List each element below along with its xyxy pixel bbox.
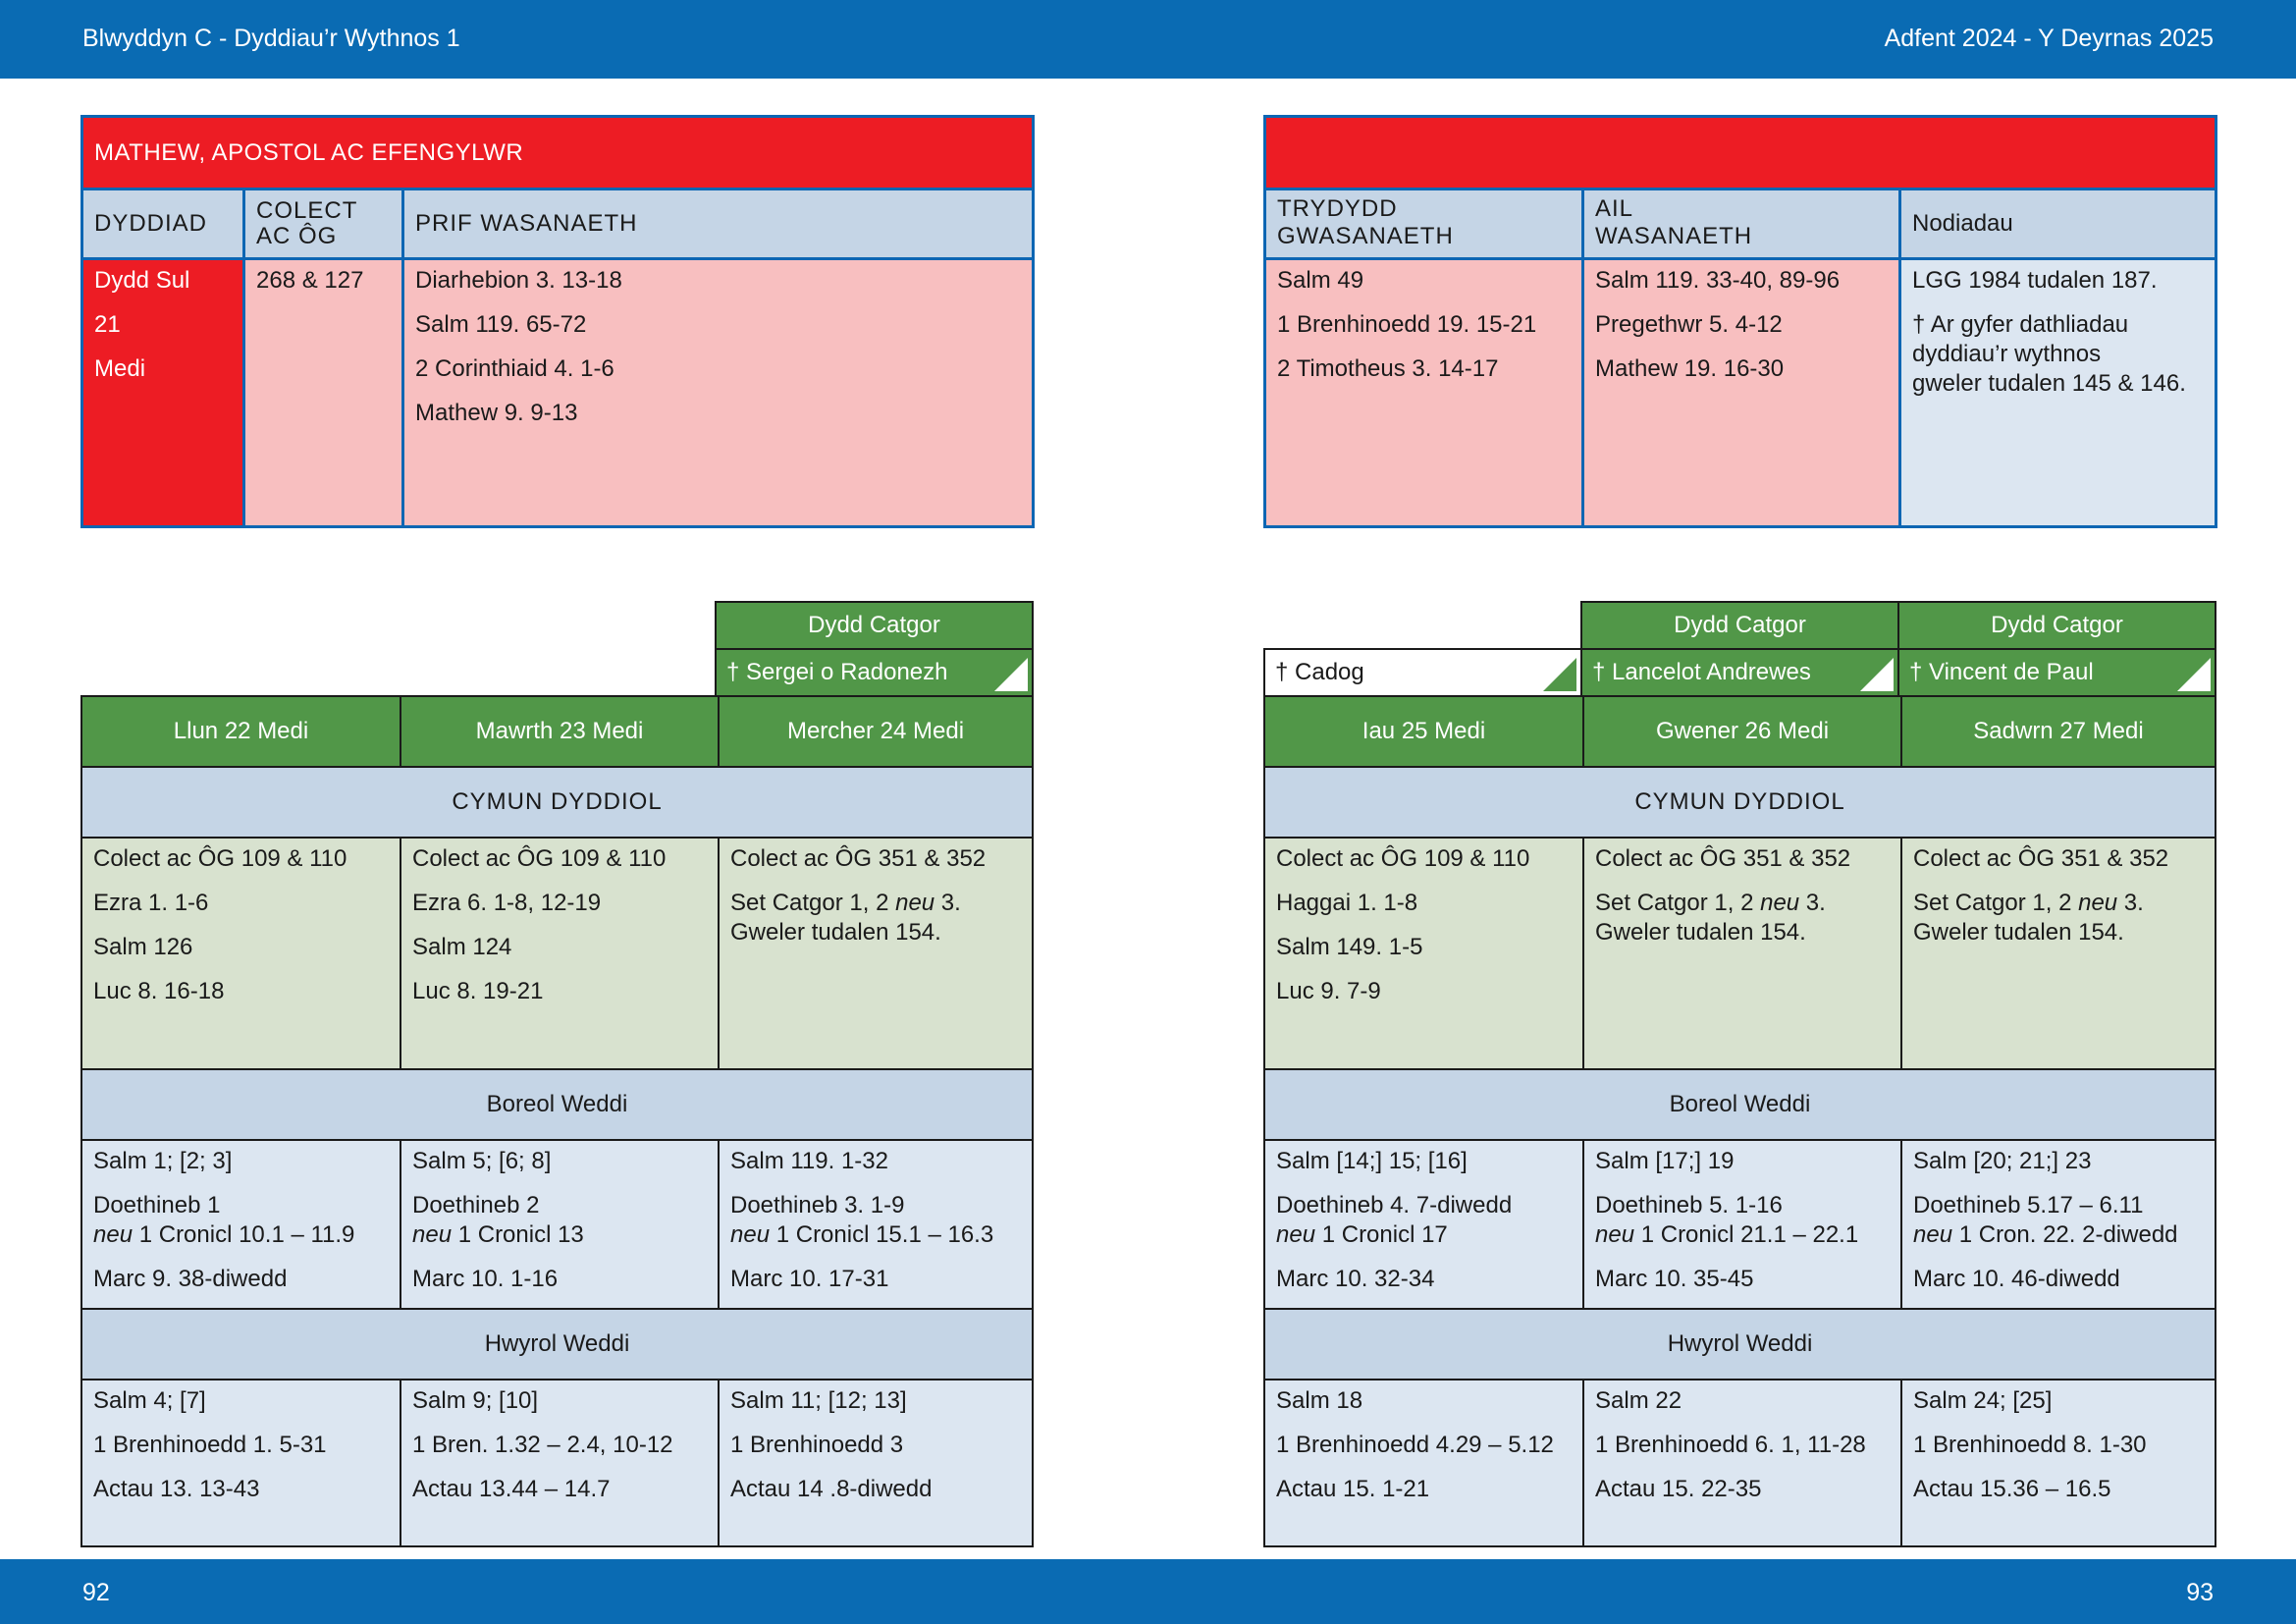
- saint-cadog: † Cadog: [1263, 648, 1582, 697]
- running-header-left: Blwyddyn C - Dyddiau’r Wythnos 1: [82, 25, 460, 52]
- feast-other-services-table: [1263, 115, 2217, 528]
- section-cymun: CYMUN DYDDIOL: [82, 768, 1032, 837]
- hwyrol-mon: Salm 4; [7] 1 Brenhinoedd 1. 5-31 Actau 13. 13-43: [82, 1380, 400, 1545]
- collect-cell: 268 & 127: [245, 260, 401, 525]
- principal-header: PRIF WASANAETH: [404, 190, 1032, 257]
- saint-vincent: † Vincent de Paul: [1897, 648, 2216, 697]
- section-hwyrol: Hwyrol Weddi: [1265, 1310, 2215, 1379]
- second-service-header: AIL WASANAETH: [1584, 190, 1898, 257]
- collect-header: COLECT AC ÔG: [245, 190, 401, 257]
- cymun-tue: Colect ac ÔG 109 & 110 Ezra 6. 1-8, 12-19 Salm 124 Luc 8. 19-21: [401, 839, 718, 1068]
- second-service-readings: Salm 119. 33-40, 89-96 Pregethwr 5. 4-12 Mathew 19. 16-30: [1584, 260, 1898, 525]
- saint-sergei: † Sergei o Radonezh: [715, 648, 1034, 697]
- section-boreol: Boreol Weddi: [82, 1070, 1032, 1139]
- boreol-tue: Salm 5; [6; 8] Doethineb 2 neu 1 Cronicl 13 Marc 10. 1-16: [401, 1141, 718, 1308]
- date-header: DYDDIAD: [83, 190, 242, 257]
- page-number-left: 92: [82, 1579, 110, 1606]
- corner-triangle-icon: [2177, 658, 2211, 691]
- bottom-bar: [0, 1559, 2296, 1624]
- hwyrol-sat: Salm 24; [25] 1 Brenhinoedd 8. 1-30 Actau 15.36 – 16.5: [1902, 1380, 2215, 1545]
- page-number-right: 93: [2186, 1579, 2214, 1606]
- corner-triangle-icon: [1543, 658, 1576, 691]
- cymun-fri: Colect ac ÔG 351 & 352 Set Catgor 1, 2 neu 3. Gweler tudalen 154.: [1584, 839, 1900, 1068]
- boreol-fri: Salm [17;] 19 Doethineb 5. 1-16 neu 1 Cronicl 21.1 – 22.1 Marc 10. 35-45: [1584, 1141, 1900, 1308]
- feast-title-bar-right: [1266, 118, 2215, 188]
- hwyrol-wed: Salm 11; [12; 13] 1 Brenhinoedd 3 Actau 14 .8-diwedd: [720, 1380, 1032, 1545]
- boreol-thu: Salm [14;] 15; [16] Doethineb 4. 7-diwedd neu 1 Cronicl 17 Marc 10. 32-34: [1265, 1141, 1582, 1308]
- catgor-day-label-sat: Dydd Catgor: [1897, 601, 2216, 650]
- saint-lancelot: † Lancelot Andrewes: [1580, 648, 1899, 697]
- date-cell: Dydd Sul 21 Medi: [83, 260, 242, 525]
- top-bar: [0, 0, 2296, 79]
- hwyrol-tue: Salm 9; [10] 1 Bren. 1.32 – 2.4, 10-12 Actau 13.44 – 14.7: [401, 1380, 718, 1545]
- cymun-thu: Colect ac ÔG 109 & 110 Haggai 1. 1-8 Salm 149. 1-5 Luc 9. 7-9: [1265, 839, 1582, 1068]
- notes-header: Nodiadau: [1901, 190, 2215, 257]
- hwyrol-fri: Salm 22 1 Brenhinoedd 6. 1, 11-28 Actau 15. 22-35: [1584, 1380, 1900, 1545]
- section-cymun: CYMUN DYDDIOL: [1265, 768, 2215, 837]
- day-header-thu: Iau 25 Medi: [1265, 697, 1582, 766]
- day-header-tue: Mawrth 23 Medi: [401, 697, 718, 766]
- day-header-sat: Sadwrn 27 Medi: [1902, 697, 2215, 766]
- third-service-readings: Salm 49 1 Brenhinoedd 19. 15-21 2 Timotheus 3. 14-17: [1266, 260, 1581, 525]
- corner-triangle-icon: [1860, 658, 1894, 691]
- cymun-mon: Colect ac ÔG 109 & 110 Ezra 1. 1-6 Salm 126 Luc 8. 16-18: [82, 839, 400, 1068]
- corner-triangle-icon: [994, 658, 1028, 691]
- notes-cell: LGG 1984 tudalen 187. † Ar gyfer dathliadau dyddiau’r wythnos gweler tudalen 145 & 146.: [1901, 260, 2215, 525]
- catgor-day-label-wed: Dydd Catgor: [715, 601, 1034, 650]
- day-header-wed: Mercher 24 Medi: [720, 697, 1032, 766]
- right-weekday-table: [1263, 695, 2216, 1547]
- feast-title-text: MATHEW, APOSTOL AC EFENGYLWR: [94, 138, 524, 166]
- third-service-header: TRYDYDD GWASANAETH: [1266, 190, 1581, 257]
- boreol-wed: Salm 119. 1-32 Doethineb 3. 1-9 neu 1 Cronicl 15.1 – 16.3 Marc 10. 17-31: [720, 1141, 1032, 1308]
- feast-title: [83, 118, 1032, 188]
- boreol-mon: Salm 1; [2; 3] Doethineb 1 neu 1 Cronicl 10.1 – 11.9 Marc 9. 38-diwedd: [82, 1141, 400, 1308]
- left-weekday-table: [80, 695, 1034, 1547]
- catgor-day-label-fri: Dydd Catgor: [1580, 601, 1899, 650]
- cymun-sat: Colect ac ÔG 351 & 352 Set Catgor 1, 2 neu 3. Gweler tudalen 154.: [1902, 839, 2215, 1068]
- hwyrol-thu: Salm 18 1 Brenhinoedd 4.29 – 5.12 Actau 15. 1-21: [1265, 1380, 1582, 1545]
- day-header-fri: Gwener 26 Medi: [1584, 697, 1900, 766]
- principal-readings: Diarhebion 3. 13-18 Salm 119. 65-72 2 Corinthiaid 4. 1-6 Mathew 9. 9-13: [404, 260, 1032, 525]
- section-boreol: Boreol Weddi: [1265, 1070, 2215, 1139]
- section-hwyrol: Hwyrol Weddi: [82, 1310, 1032, 1379]
- running-header-right: Adfent 2024 - Y Deyrnas 2025: [1884, 25, 2214, 52]
- day-header-mon: Llun 22 Medi: [82, 697, 400, 766]
- feast-principal-table: [80, 115, 1035, 528]
- cymun-wed: Colect ac ÔG 351 & 352 Set Catgor 1, 2 neu 3. Gweler tudalen 154.: [720, 839, 1032, 1068]
- boreol-sat: Salm [20; 21;] 23 Doethineb 5.17 – 6.11 neu 1 Cron. 22. 2-diwedd Marc 10. 46-diwedd: [1902, 1141, 2215, 1308]
